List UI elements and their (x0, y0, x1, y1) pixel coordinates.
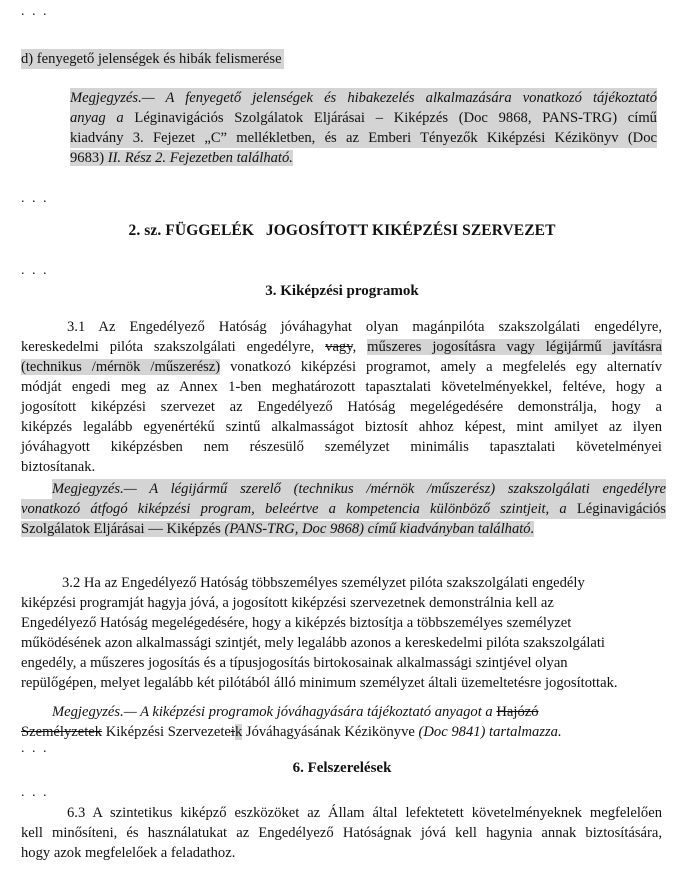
note1-line-3: kiadvány 3. Fejezet „C” mellékletben, és az Emberi Tényezők Kiképzési Kézikönyv (Doc (70, 130, 657, 146)
deleted-text: Hajózó (496, 704, 539, 720)
p32-line-4: működésének azon alkalmassági szintjét, mely legalább azonos a kereskedelmi pilóta szakszolgálati (21, 635, 605, 651)
p31-line-5: jogosított kiképzési szervezet az Engedélyező Hatóság megelégedésére demonstrálja, hogy a (21, 399, 662, 415)
paragraph-6-3 (21, 803, 662, 863)
p31-line-8: biztosítanak. (21, 459, 96, 475)
p31-line-4: módját engedi meg az Annex 1-ben meghatározott tapasztalati követelményekkel, feltéve, hogy a (21, 379, 662, 395)
list-item-d: d) fenyegető jelenségek és hibák felismerése (21, 51, 282, 67)
paragraph-3-1 (21, 317, 662, 477)
note2-line-3: Szolgálatok Eljárásai — Kiképzés (PANS-TRG, Doc 9868) című kiadványban található. (21, 521, 535, 537)
note-aircraft-maintenance (21, 479, 666, 539)
p63-line-3: hogy azok megfelelőek a feladathoz. (21, 845, 236, 861)
deleted-char: i (230, 724, 235, 740)
inserted-char: k (234, 724, 243, 740)
p32-line-6: repülőgépen, melyet legalább két pilótából álló minimum személyzet általi üzemeltetésre jogosítottak. (21, 675, 618, 691)
note-threat-error-management (70, 88, 657, 168)
deleted-text: vagy (325, 339, 353, 355)
p32-line-1: 3.2 Ha az Engedélyező Hatóság többszemélyes személyzet pilóta szakszolgálati engedély (62, 575, 585, 591)
note3-line-1: Megjegyzés.— A kiképzési programok jóváhagyására tájékoztató anyagot a Hajózó (52, 704, 539, 720)
ellipsis-marker: . . . (21, 741, 49, 756)
p32-line-3: Engedélyező Hatóság megelégedésére, hogy a kiképzés biztosítja a többszemélyes személyzet (21, 615, 572, 631)
paragraph-3-2 (21, 573, 666, 693)
p31-line-3: (technikus /mérnök /műszerész) vonatkozó kiképzési programot, amely a megfelelés egy alternatív (21, 359, 662, 375)
p63-line-1: 6.3 A szintetikus kiképző eszközöket az Állam által lefektetett követelményeknek megfelelően (67, 805, 662, 821)
section-heading-equipment: 6. Felszerelések (292, 760, 392, 776)
appendix-heading: 2. sz. FÜGGELÉK JOGOSÍTOTT KIKÉPZÉSI SZERVEZET (128, 222, 556, 239)
note-program-approval (21, 702, 666, 742)
ellipsis-marker: . . . (21, 4, 49, 19)
note2-line-1: Megjegyzés.— A légijármű szerelő (technikus /mérnök /műszerész) szakszolgálati engedélyre (52, 481, 666, 497)
inserted-text: (technikus /mérnök /műszerész) (21, 359, 221, 375)
deleted-text: Személyzetek (21, 724, 103, 740)
note1-line-1: Megjegyzés.— A fenyegető jelenségek és hibakezelés alkalmazására vonatkozó tájékoztató (70, 90, 657, 106)
p32-line-5: engedély, a műszeres jogosítás és a típusjogosítás birtokosainak alkalmassági szintjével olyan (21, 655, 568, 671)
p63-line-2: kell minősíteni, és használatukat az Engedélyező Hatóságnak jóvá kell hagynia annak biztosítására, (21, 825, 662, 841)
note2-line-2: vonatkozó átfogó kiképzési program, beleértve a kompetencia különböző szintjeit, a Léginavigációs (21, 501, 666, 517)
p32-line-2: kiképzési programját hagyja jóvá, a jogosított kiképzési szervezetnek demonstrálnia kell az (21, 595, 554, 611)
ellipsis-marker: . . . (21, 785, 49, 800)
ellipsis-marker: . . . (21, 263, 49, 278)
p31-line-6: kiképzés legalább egyenértékű szintű alkalmasságot biztosít ahhoz képest, mint amilyet az ilyen (21, 419, 662, 435)
p31-line-2: kereskedelmi pilóta szakszolgálati engedélyre, vagy, műszeres jogosításra vagy légijármű javításra (21, 339, 662, 355)
note3-line-2: Személyzetek Kiképzési Szervezeteik Jóváhagyásának Kézikönyve (Doc 9841) tartalmazza. (21, 724, 562, 740)
inserted-text: műszeres jogosításra vagy légijármű javításra (367, 339, 662, 355)
p31-line-1: 3.1 Az Engedélyező Hatóság jóváhagyhat olyan magánpilóta szakszolgálati engedélyre, (67, 319, 662, 335)
section-heading-training-programs: 3. Kiképzési programok (265, 283, 419, 299)
note1-line-2: anyag a Léginavigációs Szolgálatok Eljárásai – Kiképzés (Doc 9868, PANS-TRG) című (70, 110, 657, 126)
note1-line-4: 9683) II. Rész 2. Fejezetben található. (70, 150, 293, 166)
ellipsis-marker: . . . (21, 191, 49, 206)
p31-line-7: jóváhagyott kiképzésben nem részesülő személyzet minimális tapasztalati követelményei (21, 439, 662, 455)
